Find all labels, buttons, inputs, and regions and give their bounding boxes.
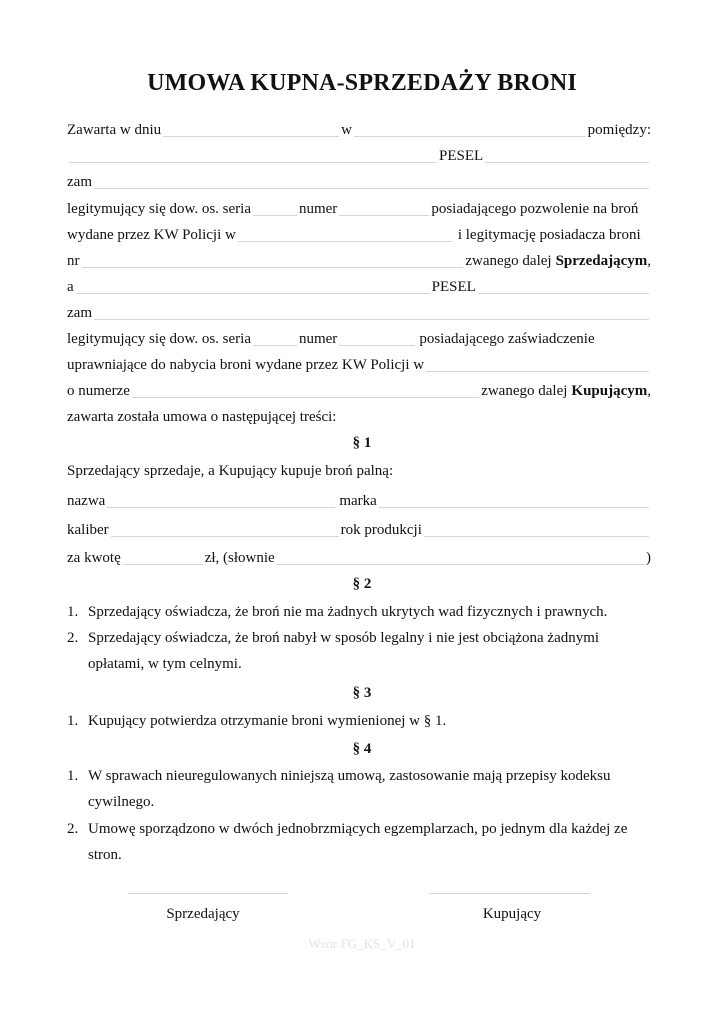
section-4-item-2-number: 2.: [67, 821, 79, 837]
buyer-certificate-number-line: [67, 378, 651, 400]
label-za-kwote: za kwotę: [67, 550, 121, 566]
seller-pesel-field[interactable]: [485, 146, 649, 163]
place-field[interactable]: [354, 120, 586, 137]
seller-name-line: [67, 143, 651, 165]
buyer-address-line: [67, 300, 651, 322]
weapon-name-line: [67, 488, 651, 510]
label-zawarta: Zawarta w dniu: [67, 122, 162, 138]
seller-address-field[interactable]: [94, 172, 649, 189]
section-4-item-1-number: 1.: [67, 768, 79, 784]
buyer-name-line: [67, 274, 651, 296]
comma-seller: ,: [647, 253, 651, 269]
label-numer-buyer: numer: [298, 331, 338, 347]
comma-buyer: ,: [647, 383, 651, 399]
label-marka: marka: [339, 493, 377, 509]
seller-signature-line[interactable]: [128, 893, 288, 894]
section-2-item-1-text: Sprzedający oświadcza, że broń nie ma żadnych ukrytych wad fizycznych i prawnych.: [88, 604, 608, 620]
label-zam-buyer: zam: [67, 305, 92, 321]
form-code-watermark: Wzór FG_KS_V_01: [308, 936, 416, 951]
buyer-id-number-field[interactable]: [339, 329, 415, 346]
label-close-paren: ): [646, 550, 651, 566]
section-3-item-1-text: Kupujący potwierdza otrzymanie broni wymienionej w § 1.: [88, 713, 447, 729]
label-pesel-buyer: PESEL: [431, 279, 476, 295]
seller-permit-line: [67, 222, 651, 244]
weapon-brand-field[interactable]: [379, 491, 649, 508]
section-3-heading: § 3: [352, 685, 372, 701]
label-zaswiadczenie: posiadającego zaświadczenie: [419, 331, 595, 347]
document-title: UMOWA KUPNA-SPRZEDAŻY BRONI: [147, 70, 577, 96]
section-4-heading: § 4: [352, 741, 372, 757]
section-1-heading: § 1: [352, 435, 372, 451]
seller-police-hq-field[interactable]: [238, 225, 452, 242]
label-legitymujacy-seller: legitymujący się dow. os. seria: [67, 201, 251, 217]
section-2-item-1-number: 1.: [67, 604, 79, 620]
seller-name-field[interactable]: [69, 146, 437, 163]
buyer-name-field[interactable]: [76, 277, 430, 294]
buyer-signature-line[interactable]: [430, 893, 590, 894]
seller-permit-number-line: [67, 248, 651, 270]
label-zwanego-buyer: zwanego dalej: [481, 383, 568, 399]
section-2-heading: § 2: [352, 576, 372, 592]
buyer-id-series-field[interactable]: [253, 329, 297, 346]
agreement-intro-line: [67, 404, 651, 426]
section-4-item: [67, 816, 667, 863]
buyer-pesel-field[interactable]: [478, 277, 649, 294]
intro-date-place-line: [67, 117, 651, 139]
buyer-certificate-number-field[interactable]: [132, 381, 479, 398]
buyer-certificate-line: [67, 352, 651, 374]
weapon-name-field[interactable]: [107, 491, 335, 508]
seller-permit-number-field[interactable]: [82, 251, 464, 268]
section-2-item-2-text: Sprzedający oświadcza, że broń nabył w sposób legalny i nie jest obciążona żadnymi opłatami, w tym celnymi.: [88, 630, 600, 672]
label-legitymujacy-buyer: legitymujący się dow. os. seria: [67, 331, 251, 347]
label-uprawniajace: uprawniające do nabycia broni wydane przez KW Policji w: [67, 357, 425, 373]
label-pesel-seller: PESEL: [439, 148, 484, 164]
price-words-field[interactable]: [277, 548, 644, 565]
section-2-item: [67, 625, 667, 677]
seller-id-number-field[interactable]: [339, 199, 429, 216]
label-zl-slownie: zł, (słownie: [204, 550, 275, 566]
weapon-caliber-field[interactable]: [111, 520, 339, 537]
label-sprzedajacym: Sprzedającym: [555, 253, 648, 269]
label-kaliber: kaliber: [67, 522, 109, 538]
price-amount-field[interactable]: [123, 548, 203, 565]
section-4-item-2-text: Umowę sporządzono w dwóch jednobrzmiących egzemplarzach, po jednym dla każdej ze stron.: [88, 821, 628, 863]
section-4-item: [67, 763, 667, 815]
buyer-id-line: [67, 326, 651, 348]
label-rok-produkcji: rok produkcji: [340, 522, 422, 538]
date-field[interactable]: [163, 120, 339, 137]
label-nazwa: nazwa: [67, 493, 106, 509]
section-1-intro-line: [67, 458, 651, 480]
buyer-address-field[interactable]: [94, 303, 649, 320]
seller-id-line: [67, 196, 651, 218]
label-zam-seller: zam: [67, 174, 92, 190]
label-a: a: [67, 279, 74, 295]
section-2-item-2-number: 2.: [67, 630, 79, 646]
seller-id-series-field[interactable]: [253, 199, 297, 216]
section-1-intro: Sprzedający sprzedaje, a Kupujący kupuje broń palną:: [67, 463, 394, 479]
weapon-caliber-line: [67, 517, 651, 539]
label-numer-seller: numer: [298, 201, 338, 217]
section-3-item-1-number: 1.: [67, 713, 79, 729]
section-4-item-1-text: W sprawach nieuregulowanych niniejszą umową, zastosowanie mają przepisy kodeksu cywilnego.: [88, 768, 611, 810]
label-zwanego-seller: zwanego dalej: [465, 253, 552, 269]
weapon-year-field[interactable]: [424, 520, 649, 537]
buyer-signature-label: Kupujący: [482, 906, 542, 922]
label-w: w: [341, 122, 352, 138]
label-zawarta-zostala: zawarta została umowa o następującej treści:: [67, 409, 337, 425]
seller-signature-label: Sprzedający: [166, 906, 240, 922]
section-3-item: [67, 708, 667, 734]
label-nr: nr: [67, 253, 80, 269]
buyer-police-hq-field[interactable]: [426, 355, 649, 372]
seller-address-line: [67, 169, 651, 191]
label-legitymacje: i legitymację posiadacza broni: [457, 227, 641, 243]
label-kupujacym: Kupującym: [571, 383, 648, 399]
label-pomiedzy: pomiędzy:: [587, 122, 651, 138]
label-o-numerze: o numerze: [67, 383, 130, 399]
section-2-item: [67, 599, 667, 625]
price-line: [67, 545, 651, 567]
label-pozwolenie: posiadającego pozwolenie na broń: [431, 201, 639, 217]
label-wydane-przez: wydane przez KW Policji w: [67, 227, 236, 243]
